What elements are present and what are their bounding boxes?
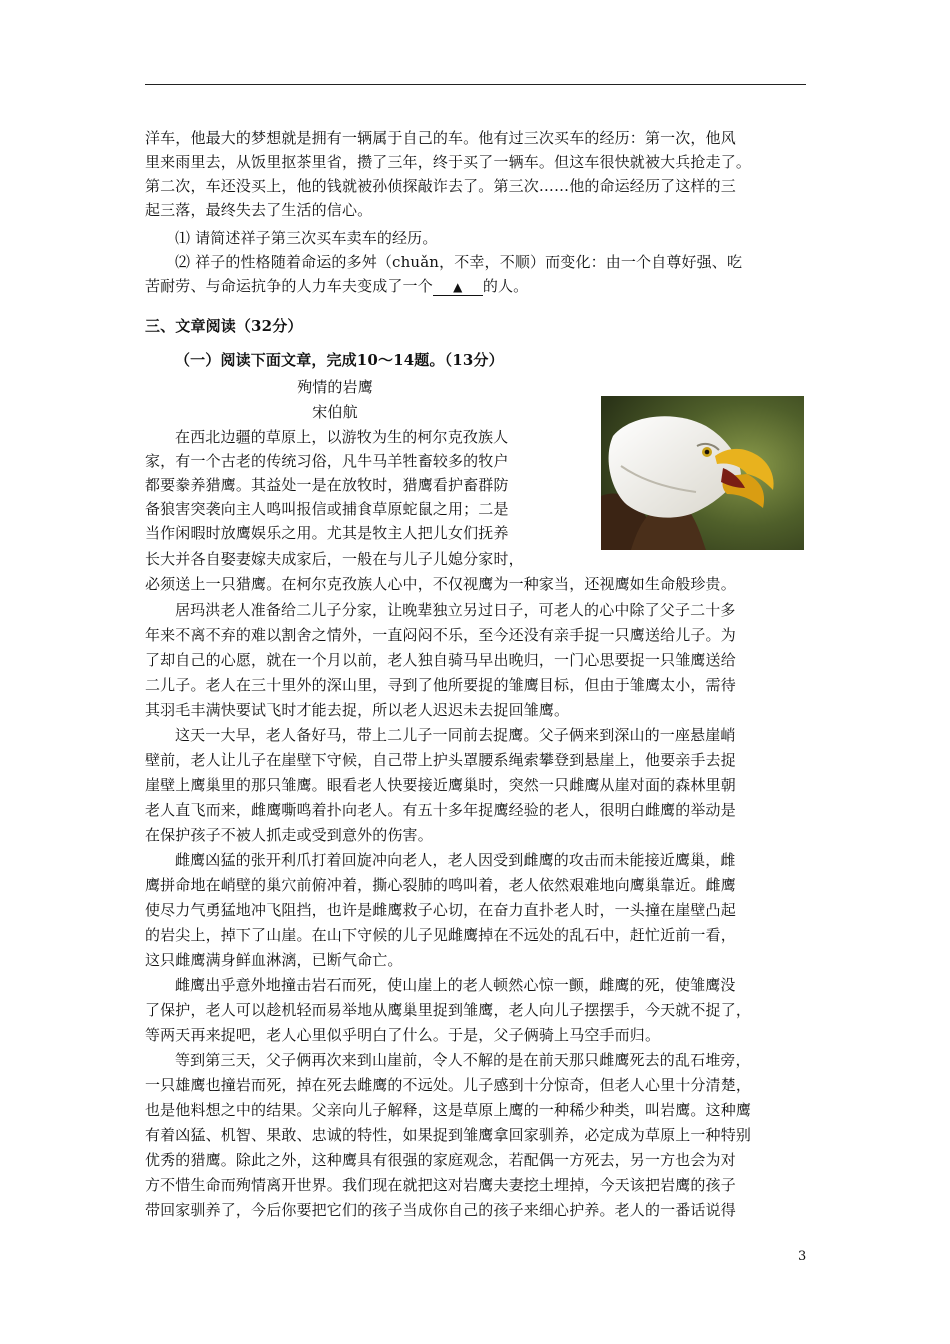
text-line: 必须送上一只猎鹰。在柯尔克孜族人心中，不仅视鹰为一种家当，还视鹰如生命般珍贵。 — [145, 575, 736, 593]
question-2-text-end: 的人。 — [482, 277, 529, 295]
question-2-line1: ⑵ 祥子的性格随着命运的多舛（chuǎn，不幸，不顺）而变化：由一个自尊好强、吃 — [175, 253, 743, 271]
question-1: ⑴ 请简述祥子第三次买车卖车的经历。 — [175, 229, 438, 247]
text-line: 壁前，老人让儿子在崖壁下守候，自己带上护头罩腰系绳索攀登到悬崖上，他要亲手去捉 — [145, 751, 736, 769]
text-line: 有着凶猛、机智、果敢、忠诚的特性，如果捉到雏鹰拿回家驯养，必定成为草原上一种特别 — [145, 1126, 752, 1144]
text-line: 的岩尖上，掉下了山崖。在山下守候的儿子见雌鹰掉在不远处的乱石中，赶忙近前一看， — [145, 926, 736, 944]
part-heading: （一）阅读下面文章，完成10～14题。（13分） — [175, 351, 504, 369]
header-rule — [145, 84, 806, 85]
article-title: 殉情的岩鹰 — [297, 378, 373, 396]
text-line: 了保护，老人可以趁机轻而易举地从鹰巢里捉到雏鹰，老人向儿子摆摆手，今天就不捉了， — [145, 1001, 752, 1019]
text-line: 这天一大早，老人备好马，带上二儿子一同前去捉鹰。父子俩来到深山的一座悬崖峭 — [175, 726, 736, 744]
text-line: 起三落，最终失去了生活的信心。 — [145, 201, 373, 219]
text-line: 使尽力气勇猛地冲飞阻挡，也许是雌鹰救子心切，在奋力直扑老人时，一头撞在崖壁凸起 — [145, 901, 736, 919]
text-line: 这只雌鹰满身鲜血淋漓，已断气命亡。 — [145, 951, 403, 969]
text-line: 一只雄鹰也撞岩而死，掉在死去雌鹰的不远处。儿子感到十分惊奇，但老人心里十分清楚， — [145, 1076, 752, 1094]
text-line: 年来不离不弃的难以割舍之情外，一直闷闷不乐，至今还没有亲手捉一只鹰送给儿子。为 — [145, 626, 736, 644]
text-line: 崖壁上鹰巢里的那只雏鹰。眼看老人快要接近鹰巢时，突然一只雌鹰从崖对面的森林里朝 — [145, 776, 736, 794]
text-line: 等到第三天，父子俩再次来到山崖前，令人不解的是在前天那只雌鹰死去的乱石堆旁， — [175, 1051, 751, 1069]
text-line: 带回家驯养了，今后你要把它们的孩子当成你自己的孩子来细心护养。老人的一番话说得 — [145, 1201, 736, 1219]
text-line: 也是他料想之中的结果。父亲向儿子解释，这是草原上鹰的一种稀少种类，叫岩鹰。这种鹰 — [145, 1101, 752, 1119]
text-line: 备狼害突袭向主人鸣叫报信或捕食草原蛇鼠之用；二是 — [145, 500, 509, 518]
text-line: 居玛洪老人准备给二儿子分家，让晚辈独立另过日子，可老人的心中除了父子二十多 — [175, 601, 736, 619]
text-line: 在西北边疆的草原上，以游牧为生的柯尔克孜族人 — [175, 428, 509, 446]
text-line: 其羽毛丰满快要试飞时才能去捉，所以老人迟迟未去捉回雏鹰。 — [145, 701, 570, 719]
text-line: 雌鹰出乎意外地撞击岩石而死，使山崖上的老人顿然心惊一颤，雌鹰的死，使雏鹰没 — [175, 976, 736, 994]
text-line: 第二次，车还没买上，他的钱就被孙侦探敲诈去了。第三次……他的命运经历了这样的三 — [145, 177, 736, 195]
text-line: 长大并各自娶妻嫁夫成家后，一般在与儿子儿媳分家时， — [145, 550, 524, 568]
text-line: 老人直飞而来，雌鹰嘶鸣着扑向老人。有五十多年捉鹰经验的老人，很明白雌鹰的举动是 — [145, 801, 736, 819]
question-2-text: 苦耐劳、与命运抗争的人力车夫变成了一个 — [145, 277, 433, 295]
text-line: 洋车，他最大的梦想就是拥有一辆属于自己的车。他有过三次买车的经历：第一次，他风 — [145, 129, 736, 147]
text-line: 鹰拼命地在峭壁的巢穴前俯冲着，撕心裂肺的鸣叫着，老人依然艰难地向鹰巢靠近。雌鹰 — [145, 876, 736, 894]
eagle-photo — [601, 396, 804, 550]
text-line: 里来雨里去，从饭里抠茶里省，攒了三年，终于买了一辆车。但这车很快就被大兵抢走了。 — [145, 153, 752, 171]
article-author: 宋伯航 — [312, 403, 358, 421]
answer-blank: ▲ — [433, 279, 483, 296]
text-line: 当作闲暇时放鹰娱乐之用。尤其是牧主人把儿女们抚养 — [145, 524, 509, 542]
text-line: 家，有一个古老的传统习俗，凡牛马羊牲畜较多的牧户 — [145, 452, 509, 470]
text-line: 等两天再来捉吧，老人心里似乎明白了什么。于是，父子俩骑上马空手而归。 — [145, 1026, 661, 1044]
text-line: 二儿子。老人在三十里外的深山里，寻到了他所要捉的雏鹰目标，但由于雏鹰太小，需待 — [145, 676, 736, 694]
text-line: 方不惜生命而殉情离开世界。我们现在就把这对岩鹰夫妻挖土埋掉，今天该把岩鹰的孩子 — [145, 1176, 736, 1194]
section-heading: 三、文章阅读（32分） — [145, 317, 303, 335]
question-2-line2 — [145, 276, 528, 296]
text-line: 雌鹰凶猛的张开利爪打着回旋冲向老人，老人因受到雌鹰的攻击而未能接近鹰巢，雌 — [175, 851, 736, 869]
text-line: 在保护孩子不被人抓走或受到意外的伤害。 — [145, 826, 433, 844]
eagle-icon — [601, 396, 804, 550]
text-line: 都要豢养猎鹰。其益处一是在放牧时，猎鹰看护畜群防 — [145, 476, 509, 494]
text-line: 优秀的猎鹰。除此之外，这种鹰具有很强的家庭观念，若配偶一方死去，另一方也会为对 — [145, 1151, 736, 1169]
page-number: 3 — [798, 1249, 807, 1264]
text-line: 了却自己的心愿，就在一个月以前，老人独自骑马早出晚归，一门心思要捉一只雏鹰送给 — [145, 651, 736, 669]
